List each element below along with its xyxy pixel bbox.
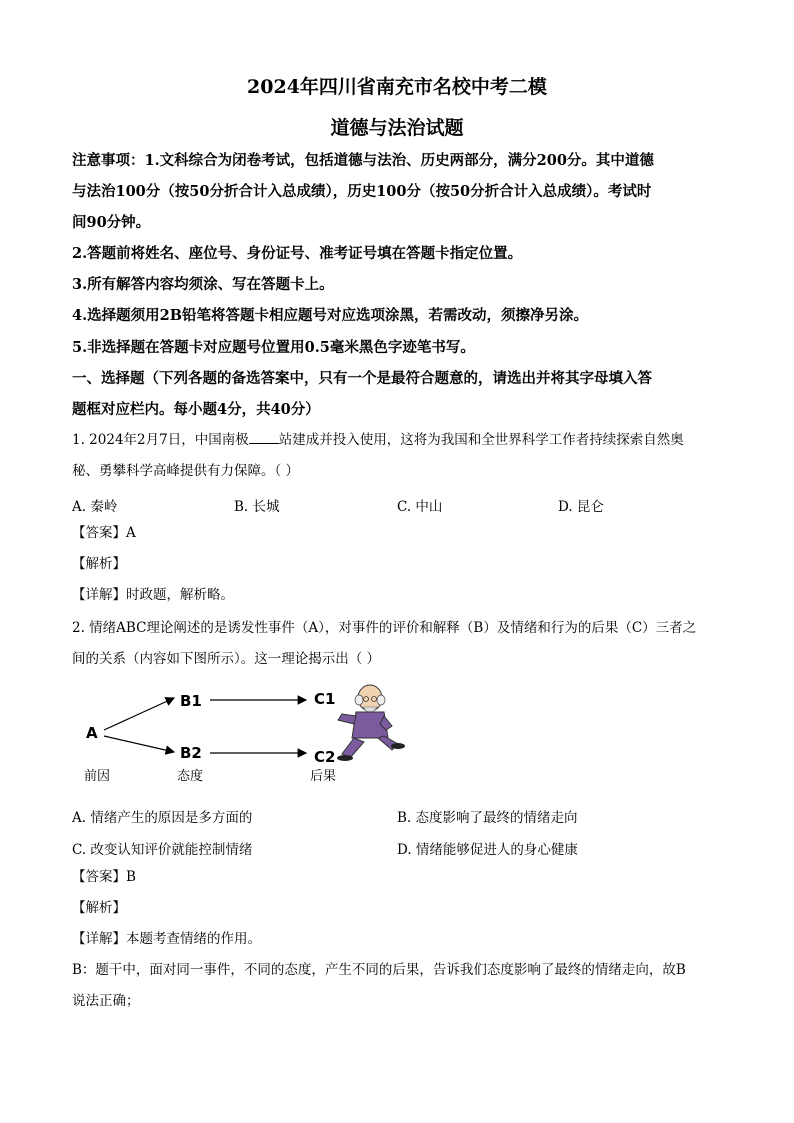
question-1-line-2: 秘、勇攀科学高峰提供有力保障。（ ） [72, 463, 300, 479]
notice-item-5: 5.非选择题在答题卡对应题号位置用0.5毫米黑色字迹笔书写。 [72, 339, 475, 356]
q2-option-c: C. 改变认知评价就能控制情绪 [72, 842, 253, 858]
node-b1: B1 [180, 692, 202, 710]
page-subtitle: 道德与法治试题 [330, 117, 464, 139]
abc-theory-diagram [80, 680, 420, 790]
notice-item-3: 3.所有解答内容均须涂、写在答题卡上。 [72, 276, 334, 293]
q2-option-a: A. 情绪产生的原因是多方面的 [72, 810, 253, 826]
page-title: 2024年四川省南充市名校中考二模 [247, 76, 547, 98]
node-b2: B2 [180, 744, 202, 762]
q2-option-b: B. 态度影响了最终的情绪走向 [397, 810, 578, 826]
node-c1: C1 [314, 690, 336, 708]
q2-analysis: 【解析】 [72, 900, 126, 916]
q1-option-b: B. 长城 [234, 499, 280, 515]
answer-blank [249, 429, 279, 444]
arrow-a-b1 [104, 698, 174, 730]
q2-explanation-line-1: B：题干中，面对同一事件，不同的态度，产生不同的后果，告诉我们态度影响了最终的情绪走向，故B [72, 962, 686, 978]
section-heading-line-2: 题框对应栏内。每小题4分，共40分） [72, 401, 320, 418]
notice-item-4: 4.选择题须用2B铅笔将答题卡相应题号对应选项涂黑，若需改动，须擦净另涂。 [72, 307, 588, 324]
notice-line-1: 注意事项：1.文科综合为闭卷考试，包括道德与法治、历史两部分，满分200分。其中道德 [72, 152, 654, 169]
q2-answer: 【答案】B [72, 869, 136, 885]
notice-item-2: 2.答题前将姓名、座位号、身份证号、准考证号填在答题卡指定位置。 [72, 245, 523, 262]
caption-result: 后果 [310, 769, 337, 784]
q2-detail: 【详解】本题考查情绪的作用。 [72, 931, 261, 947]
arrow-a-b2 [104, 736, 174, 752]
old-man-illustration [337, 685, 405, 761]
question-1-text-b: 站建成并投入使用，这将为我国和全世界科学工作者持续探索自然奥 [278, 432, 684, 448]
q1-option-c: C. 中山 [397, 499, 443, 515]
section-heading-line-1: 一、选择题（下列各题的备选答案中，只有一个是最符合题意的，请选出并将其字母填入答 [72, 370, 652, 387]
caption-cause: 前因 [84, 769, 111, 784]
q1-option-a: A. 秦岭 [72, 499, 118, 515]
node-a: A [86, 724, 98, 742]
q1-option-d: D. 昆仑 [558, 499, 604, 515]
question-2-line-1: 2. 情绪ABC理论阐述的是诱发性事件（A），对事件的评价和解释（B）及情绪和行为的后果（C）三者之 [72, 620, 697, 636]
caption-attitude: 态度 [177, 769, 204, 784]
q2-explanation-line-2: 说法正确； [72, 993, 140, 1009]
q1-detail: 【详解】时政题，解析略。 [72, 587, 234, 603]
notice-line-3: 间90分钟。 [72, 214, 151, 231]
node-c2: C2 [314, 748, 336, 766]
question-1-line-1 [72, 425, 732, 456]
question-2-line-2: 间的关系（内容如下图所示）。这一理论揭示出（ ） [72, 651, 381, 667]
q1-answer: 【答案】A [72, 525, 136, 541]
question-1-text-a: 1. 2024年2月7日，中国南极 [72, 432, 249, 448]
q2-option-d: D. 情绪能够促进人的身心健康 [397, 842, 578, 858]
notice-line-2: 与法治100分（按50分折合计入总成绩），历史100分（按50分折合计入总成绩）。考试时 [72, 183, 652, 200]
q1-analysis: 【解析】 [72, 556, 126, 572]
